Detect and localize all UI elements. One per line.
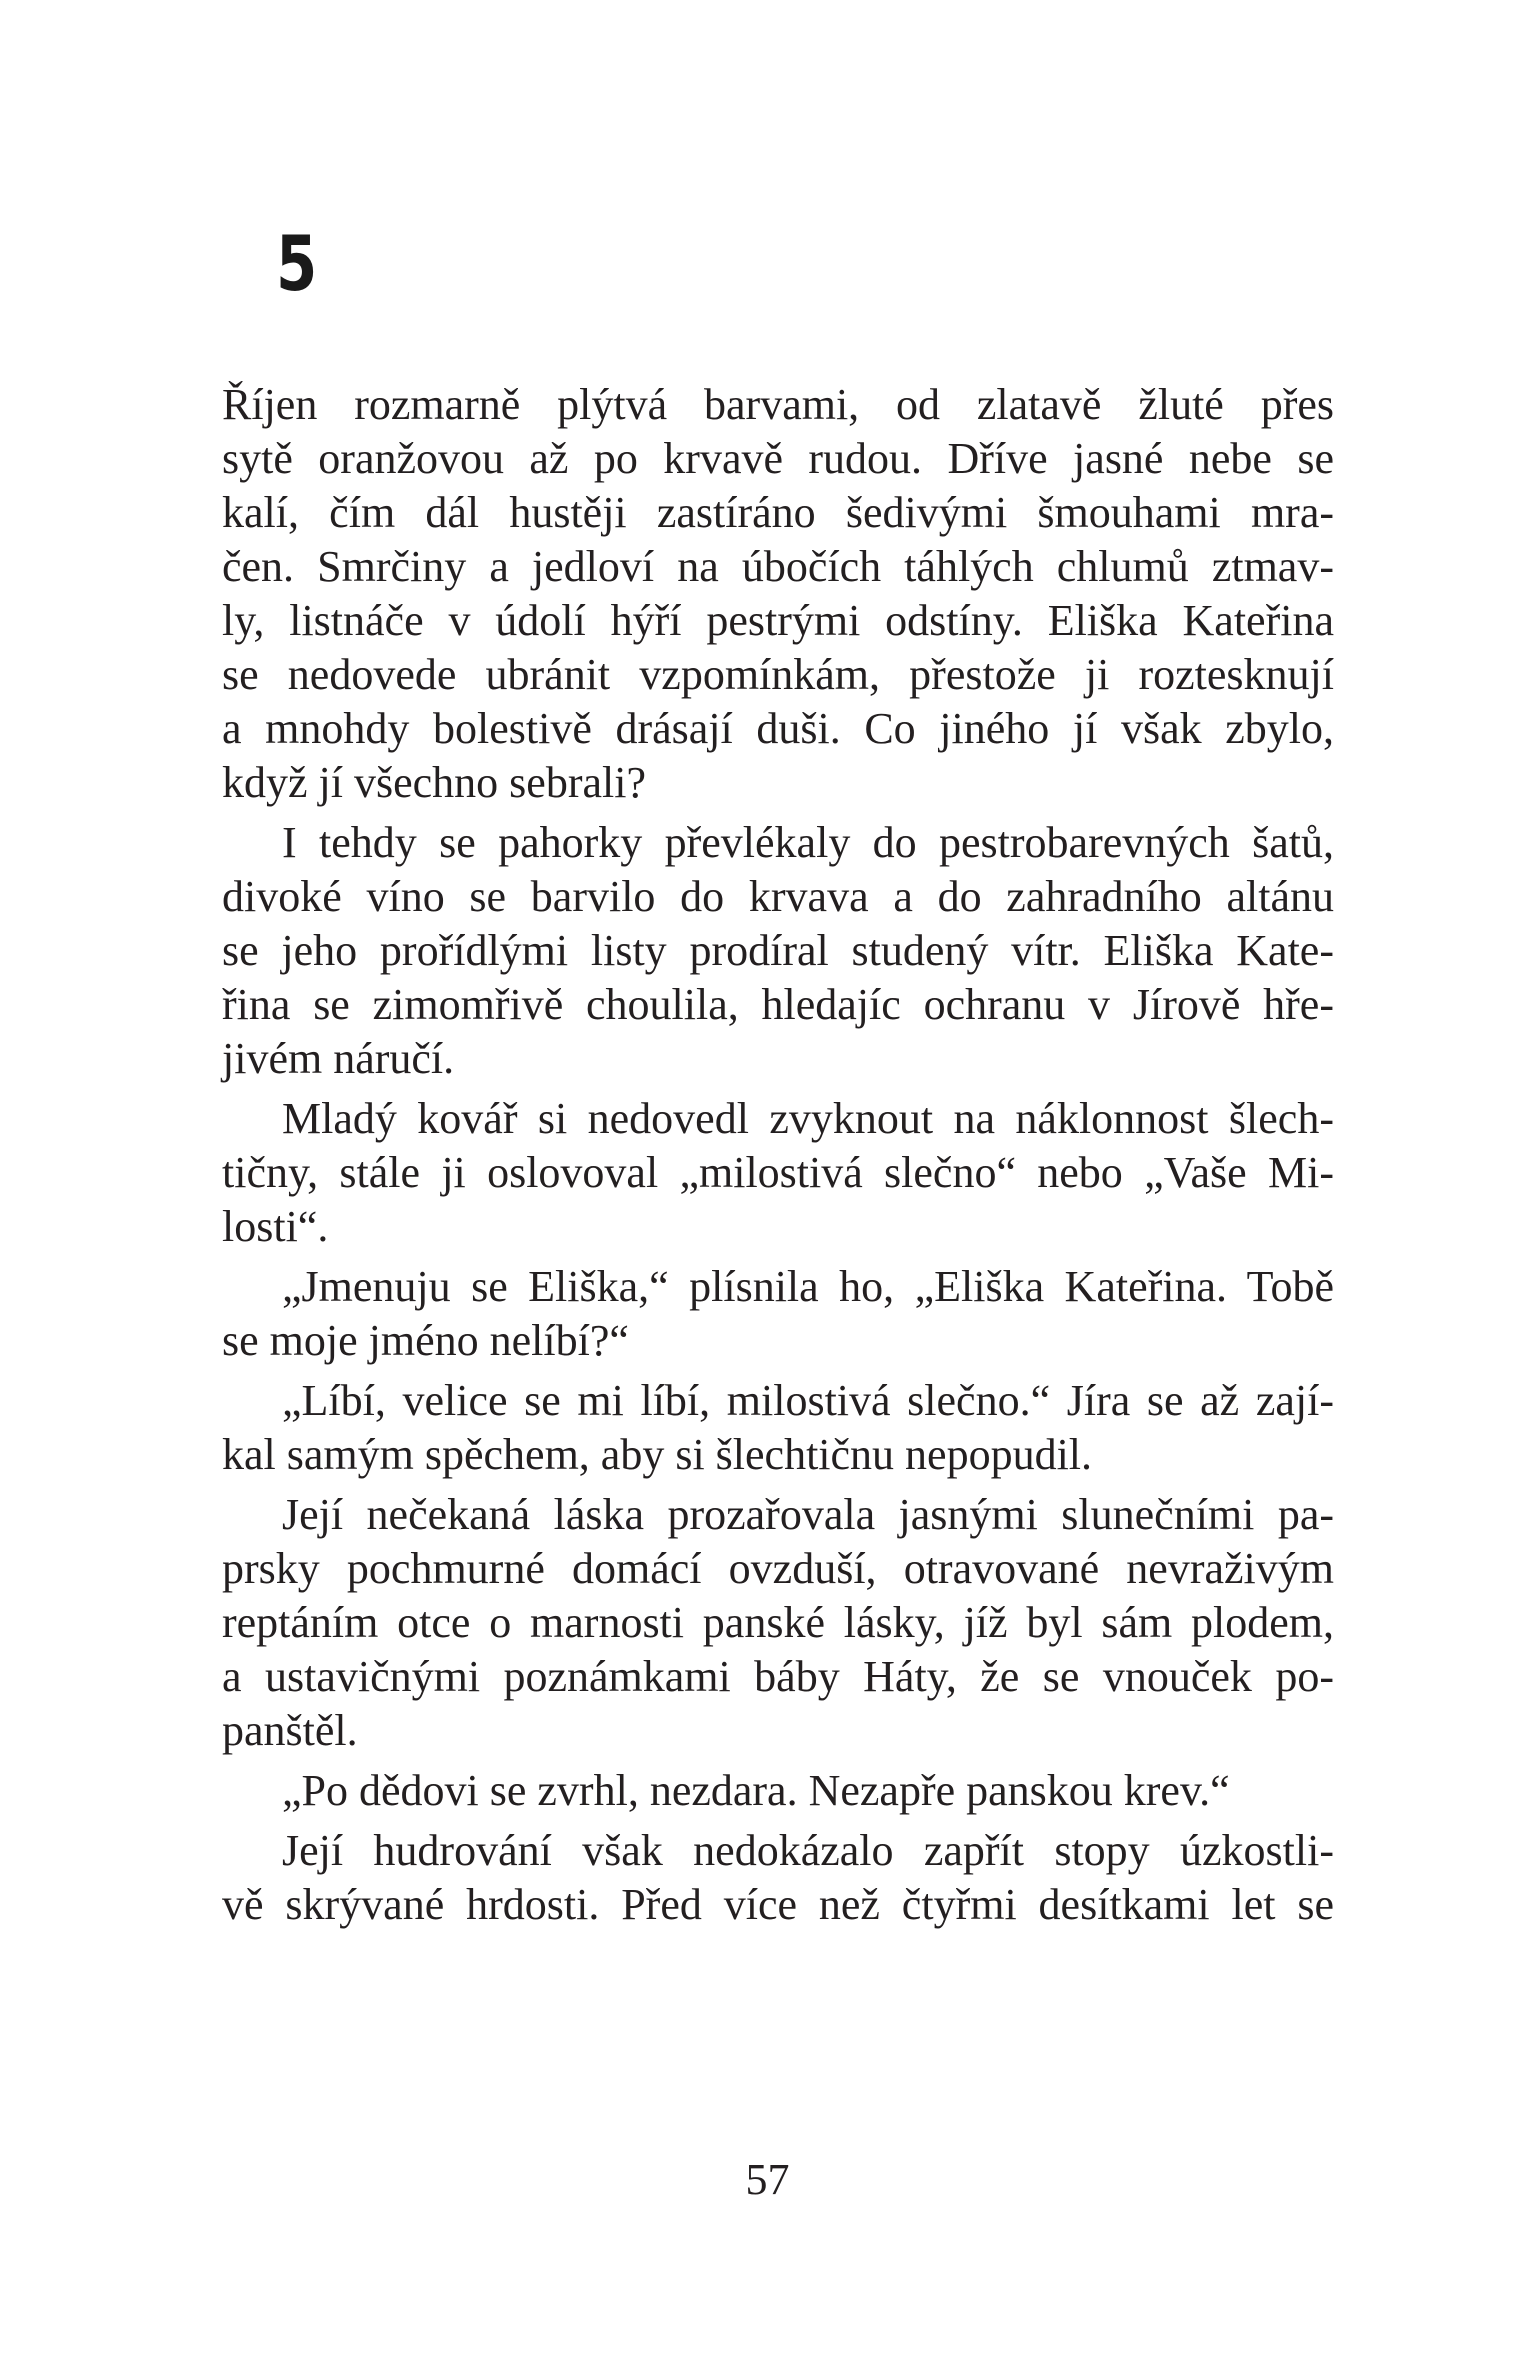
text-line: I tehdy se pahorky převlékaly do pestrobarevných šatů, bbox=[282, 818, 1334, 867]
text-line: řina se zimomřivě choulila, hledajíc ochranu v Jírově hře- bbox=[222, 980, 1334, 1029]
page-number: 57 bbox=[745, 2155, 790, 2204]
text-line: „Líbí, velice se mi líbí, milostivá slečno.“ Jíra se až zají- bbox=[282, 1376, 1334, 1425]
text-line: „Jmenuju se Eliška,“ plísnila ho, „Eliška Kateřina. Tobě bbox=[282, 1262, 1334, 1311]
text-line: tičny, stále ji oslovoval „milostivá slečno“ nebo „Vaše Mi- bbox=[222, 1148, 1334, 1197]
text-line: Mladý kovář si nedovedl zvyknout na náklonnost šlech- bbox=[282, 1094, 1334, 1143]
text-line: čen. Smrčiny a jedloví na úbočích táhlých chlumů ztmav- bbox=[222, 542, 1334, 591]
text-line: a mnohdy bolestivě drásají duši. Co jiného jí však zbylo, bbox=[222, 704, 1334, 753]
paragraph bbox=[222, 1488, 1334, 1758]
text-line: vě skrývané hrdosti. Před více než čtyřmi desítkami let se bbox=[222, 1880, 1334, 1929]
text-line: kal samým spěchem, aby si šlechtičnu nepopudil. bbox=[222, 1430, 1093, 1479]
paragraph bbox=[222, 1764, 1334, 1818]
text-line: prsky pochmurné domácí ovzduší, otravované nevraživým bbox=[222, 1544, 1334, 1593]
text-line: reptáním otce o marnosti panské lásky, jíž byl sám plodem, bbox=[222, 1598, 1334, 1647]
text-line: kalí, čím dál hustěji zastíráno šedivými šmouhami mra- bbox=[222, 488, 1334, 537]
paragraph bbox=[222, 1092, 1334, 1254]
text-line: sytě oranžovou až po krvavě rudou. Dříve jasné nebe se bbox=[222, 434, 1334, 483]
text-line: ly, listnáče v údolí hýří pestrými odstíny. Eliška Kateřina bbox=[222, 596, 1334, 645]
paragraph bbox=[222, 378, 1334, 810]
text-line: divoké víno se barvilo do krvava a do zahradního altánu bbox=[222, 872, 1334, 921]
chapter-number: 5 bbox=[276, 219, 318, 308]
text-line: když jí všechno sebrali? bbox=[222, 758, 646, 807]
text-line: Říjen rozmarně plýtvá barvami, od zlatavě žluté přes bbox=[222, 380, 1334, 429]
chapter-body bbox=[222, 378, 1334, 1932]
text-line: „Po dědovi se zvrhl, nezdara. Nezapře panskou krev.“ bbox=[282, 1766, 1230, 1815]
paragraph bbox=[222, 1824, 1334, 1932]
paragraph bbox=[222, 1260, 1334, 1368]
text-line: Její hudrování však nedokázalo zapřít stopy úzkostli- bbox=[282, 1826, 1334, 1875]
text-line: losti“. bbox=[222, 1202, 329, 1251]
paragraph bbox=[222, 816, 1334, 1086]
text-line: a ustavičnými poznámkami báby Háty, že se vnouček po- bbox=[222, 1652, 1334, 1701]
text-line: se nedovede ubránit vzpomínkám, přestože ji roztesknují bbox=[222, 650, 1334, 699]
text-line: Její nečekaná láska prozařovala jasnými slunečními pa- bbox=[282, 1490, 1334, 1539]
text-line: se moje jméno nelíbí?“ bbox=[222, 1316, 629, 1365]
text-line: panštěl. bbox=[222, 1706, 358, 1755]
paragraph bbox=[222, 1374, 1334, 1482]
text-line: jivém náručí. bbox=[222, 1034, 455, 1083]
text-line: se jeho prořídlými listy prodíral studený vítr. Eliška Kate- bbox=[222, 926, 1334, 975]
